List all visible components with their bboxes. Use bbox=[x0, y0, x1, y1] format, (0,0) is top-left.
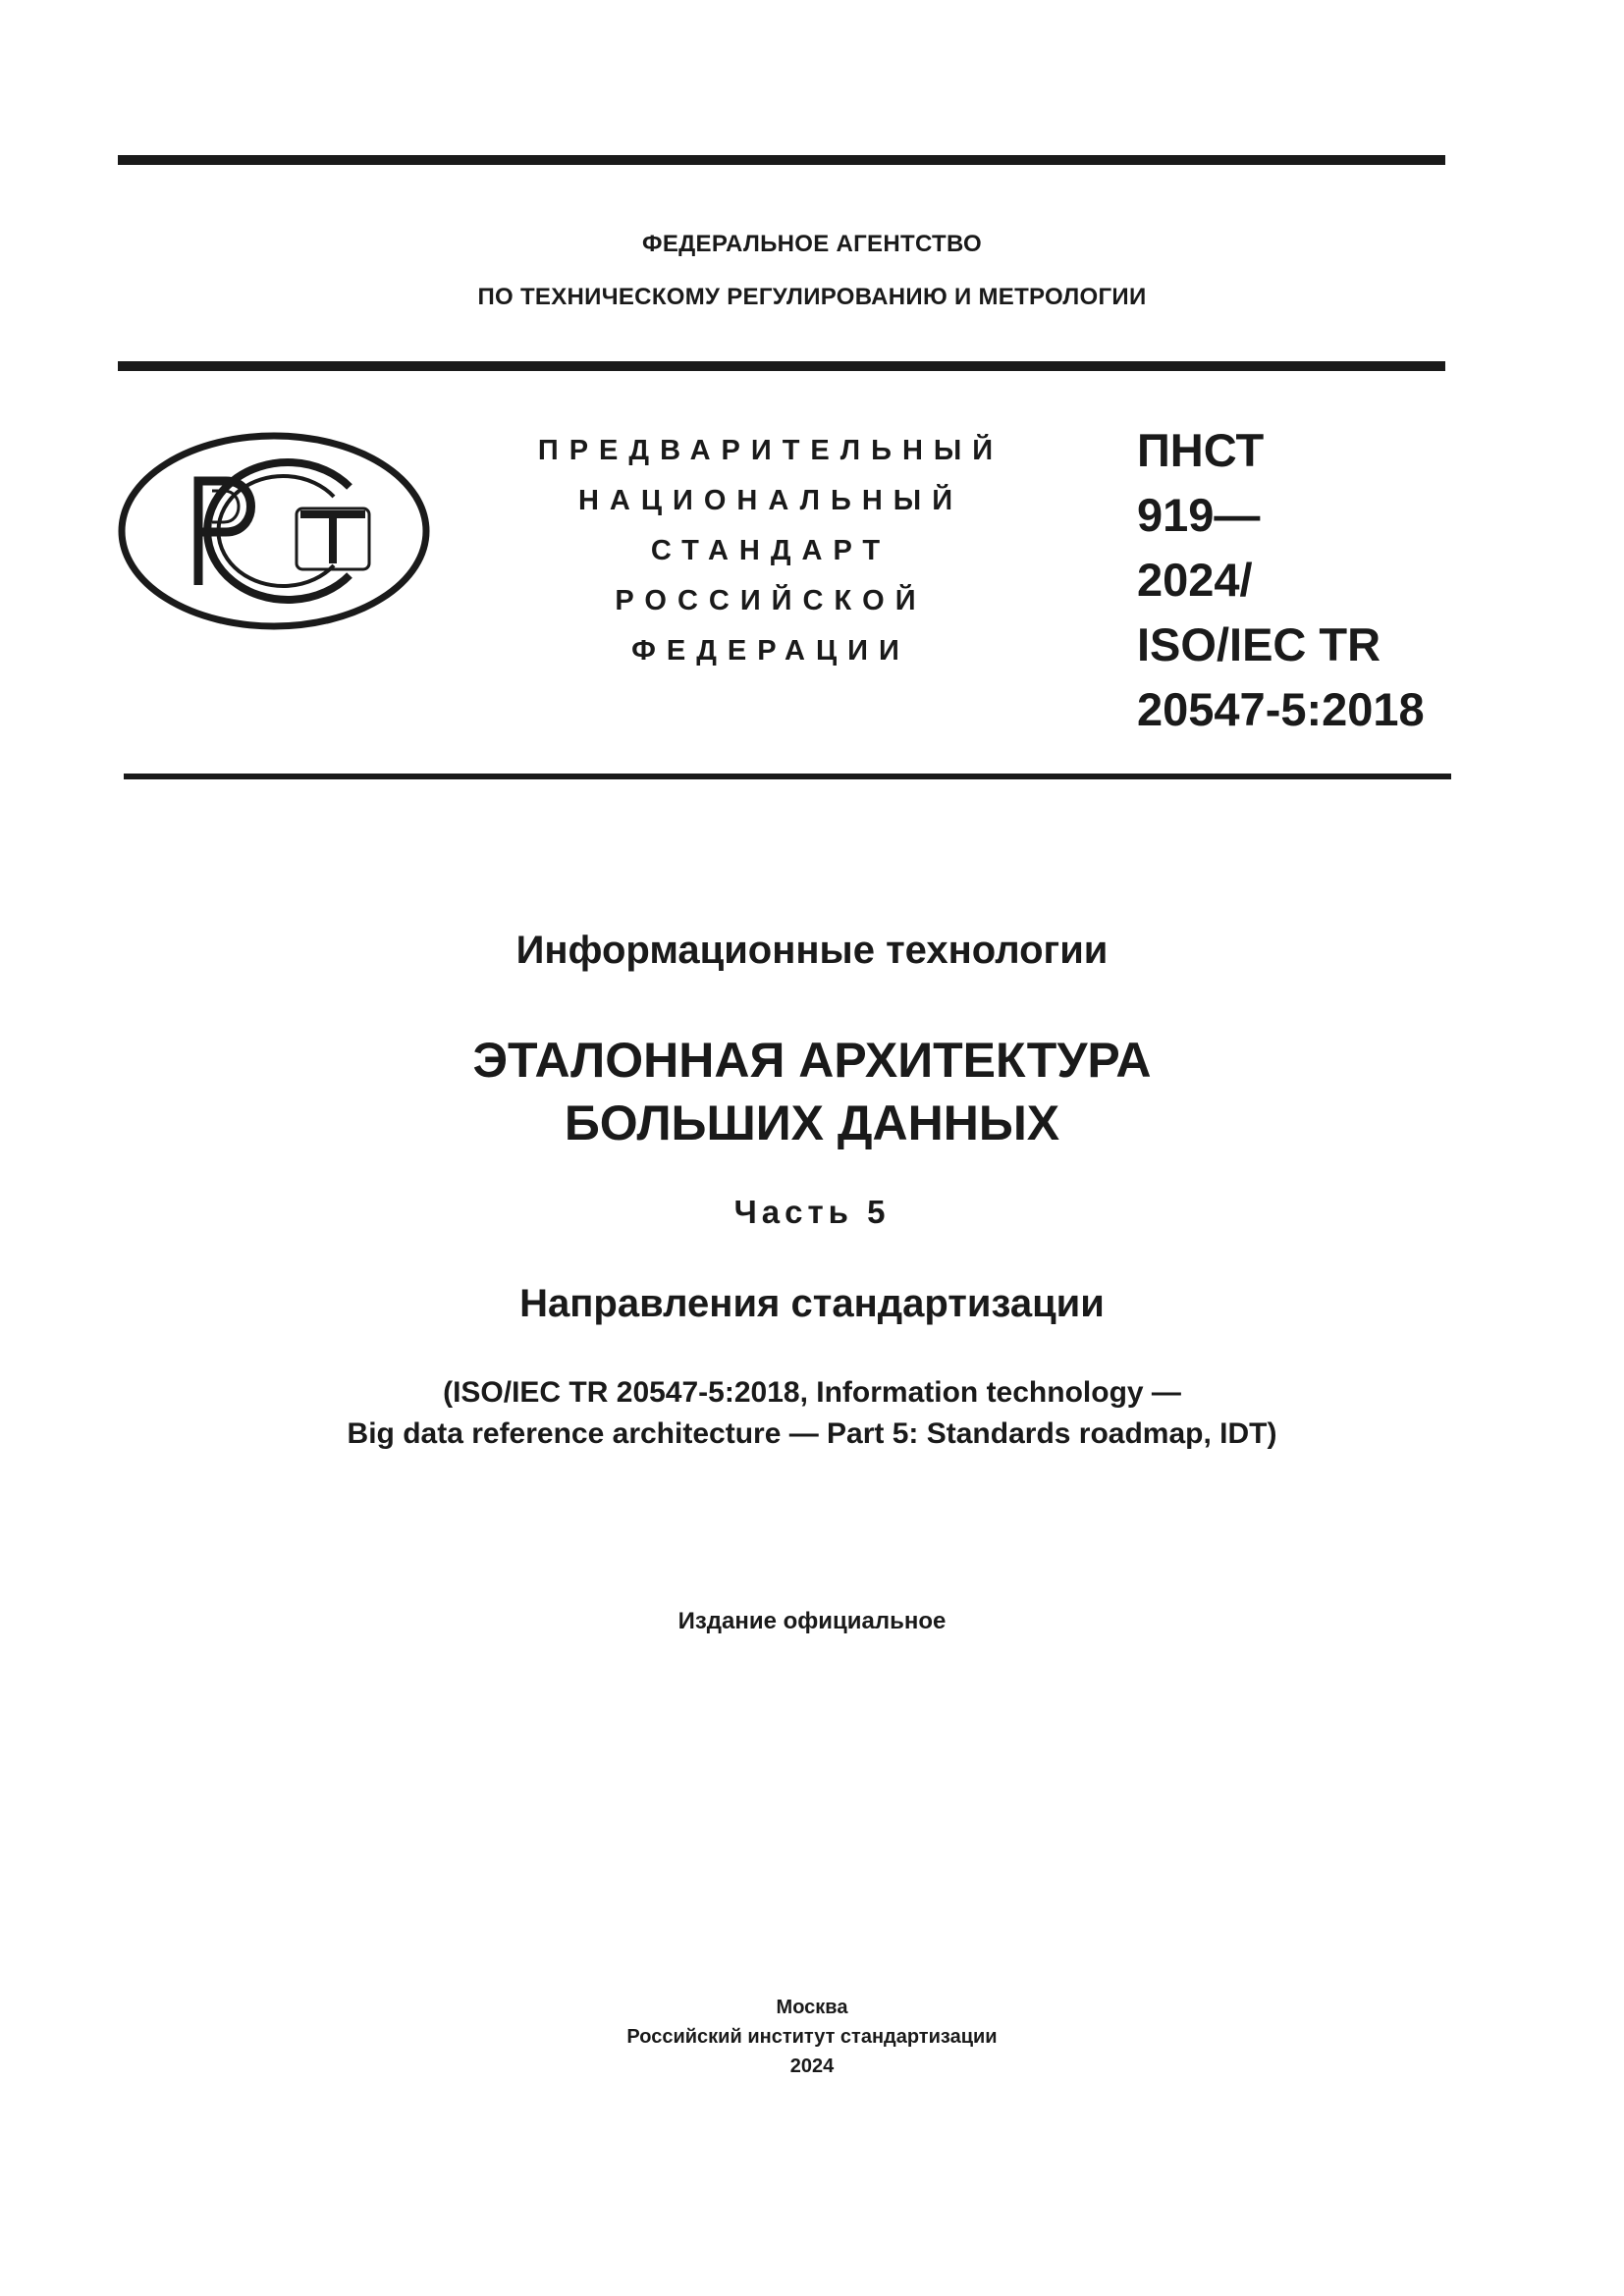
header-bottom-rule bbox=[124, 774, 1451, 779]
standard-designation bbox=[1137, 418, 1425, 742]
designation-line-4: ISO/IEC TR bbox=[1137, 618, 1381, 670]
standard-status bbox=[511, 426, 1031, 676]
designation-line-3: 2024/ bbox=[1137, 554, 1253, 606]
agency-line-2: ПО ТЕХНИЧЕСКОМУ РЕГУЛИРОВАНИЮ И МЕТРОЛОГИИ bbox=[477, 284, 1147, 310]
agency-line-1: ФЕДЕРАЛЬНОЕ АГЕНТСТВО bbox=[642, 231, 982, 257]
imprint bbox=[0, 1993, 1624, 2081]
status-line-3: СТАНДАРТ bbox=[650, 535, 892, 566]
international-line-2: Big data reference architecture — Part 5: Standards roadmap, IDT) bbox=[347, 1417, 1277, 1450]
designation-line-1: ПНСТ bbox=[1137, 424, 1265, 476]
document-title bbox=[0, 1029, 1624, 1154]
international-line-1: (ISO/IEC TR 20547-5:2018, Information technology — bbox=[443, 1376, 1181, 1409]
agency-header bbox=[0, 218, 1624, 324]
subject-heading: Информационные технологии bbox=[515, 929, 1109, 972]
title-line-1: ЭТАЛОННАЯ АРХИТЕКТУРА bbox=[472, 1033, 1152, 1088]
international-reference bbox=[0, 1372, 1624, 1455]
part-number: Часть 5 bbox=[733, 1194, 891, 1230]
gost-r-logo-icon bbox=[116, 430, 432, 632]
edition-note: Издание официальное bbox=[677, 1608, 947, 1634]
imprint-city: Москва bbox=[776, 1997, 848, 2018]
agency-rule bbox=[118, 361, 1445, 371]
imprint-publisher: Российский институт стандартизации bbox=[626, 2026, 998, 2048]
top-rule bbox=[118, 155, 1445, 165]
designation-line-5: 20547-5:2018 bbox=[1137, 683, 1425, 735]
document-subtitle: Направления стандартизации bbox=[519, 1282, 1105, 1325]
status-line-4: РОССИЙСКОЙ bbox=[615, 585, 927, 616]
designation-line-2: 919— bbox=[1137, 489, 1261, 541]
status-line-2: НАЦИОНАЛЬНЫЙ bbox=[577, 485, 964, 516]
status-line-1: ПРЕДВАРИТЕЛЬНЫЙ bbox=[537, 435, 1004, 466]
imprint-year: 2024 bbox=[789, 2056, 835, 2077]
title-line-2: БОЛЬШИХ ДАННЫХ bbox=[564, 1095, 1060, 1150]
status-line-5: ФЕДЕРАЦИИ bbox=[631, 635, 910, 667]
